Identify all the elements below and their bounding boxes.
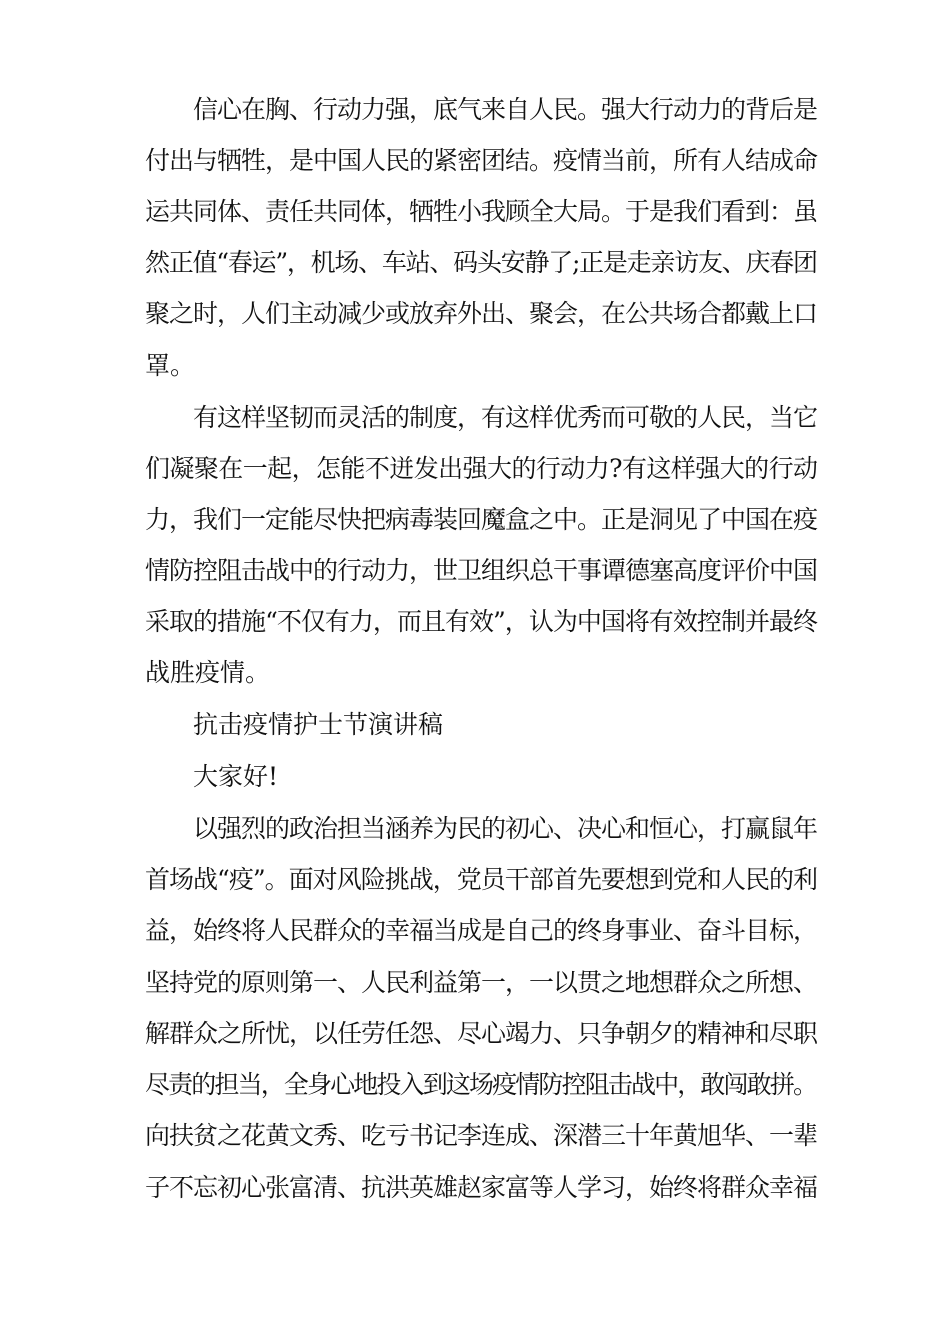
- paragraph-3-line-7: 向扶贫之花黄文秀、吃亏书记李连成、深潜三十年黄旭华、一辈: [145, 1121, 817, 1150]
- paragraph-2-line-2: 们凝聚在一起，怎能不迸发出强大的行动力?有这样强大的行动: [145, 454, 818, 483]
- paragraph-3-line-1: 以强烈的政治担当涵养为民的初心、决心和恒心，打赢鼠年: [193, 814, 817, 843]
- paragraph-1-line-3: 运共同体、责任共同体，牺牲小我顾全大局。于是我们看到：虽: [145, 197, 817, 226]
- paragraph-3-line-3: 益，始终将人民群众的幸福当成是自己的终身事业、奋斗目标，: [145, 916, 817, 945]
- paragraph-3-line-6: 尽责的担当，全身心地投入到这场疫情防控阻击战中，敢闯敢拼。: [145, 1070, 817, 1099]
- greeting: 大家好!: [193, 762, 279, 791]
- paragraph-2-line-1: 有这样坚韧而灵活的制度，有这样优秀而可敬的人民，当它: [193, 403, 817, 432]
- paragraph-3-line-4: 坚持党的原则第一、人民利益第一，一以贯之地想群众之所想、: [145, 968, 817, 997]
- paragraph-1-line-2: 付出与牺牲，是中国人民的紧密团结。疫情当前，所有人结成命: [145, 146, 817, 175]
- paragraph-1-line-5: 聚之时，人们主动减少或放弃外出、聚会，在公共场合都戴上口: [145, 299, 817, 328]
- paragraph-1-line-4: 然正值“春运”，机场、车站、码头安静了;正是走亲访友、庆春团: [145, 248, 817, 277]
- paragraph-3-line-2: 首场战“疫”。面对风险挑战，党员干部首先要想到党和人民的利: [145, 865, 818, 894]
- speech-title: 抗击疫情护士节演讲稿: [193, 710, 444, 739]
- paragraph-3-line-5: 解群众之所忧，以任劳任怨、尽心竭力、只争朝夕的精神和尽职: [145, 1019, 817, 1048]
- paragraph-1-line-1: 信心在胸、行动力强，底气来自人民。强大行动力的背后是: [193, 95, 817, 124]
- paragraph-2-line-6: 战胜疫情。: [145, 658, 271, 687]
- paragraph-2-line-5: 采取的措施“不仅有力，而且有效”，认为中国将有效控制并最终: [145, 607, 818, 636]
- paragraph-1-line-6: 罩。: [145, 351, 196, 380]
- paragraph-3-line-8: 子不忘初心张富清、抗洪英雄赵家富等人学习，始终将群众幸福: [145, 1173, 817, 1202]
- paragraph-2-line-3: 力，我们一定能尽快把病毒装回魔盒之中。正是洞见了中国在疫: [145, 505, 817, 534]
- paragraph-2-line-4: 情防控阻击战中的行动力，世卫组织总干事谭德塞高度评价中国: [145, 556, 817, 585]
